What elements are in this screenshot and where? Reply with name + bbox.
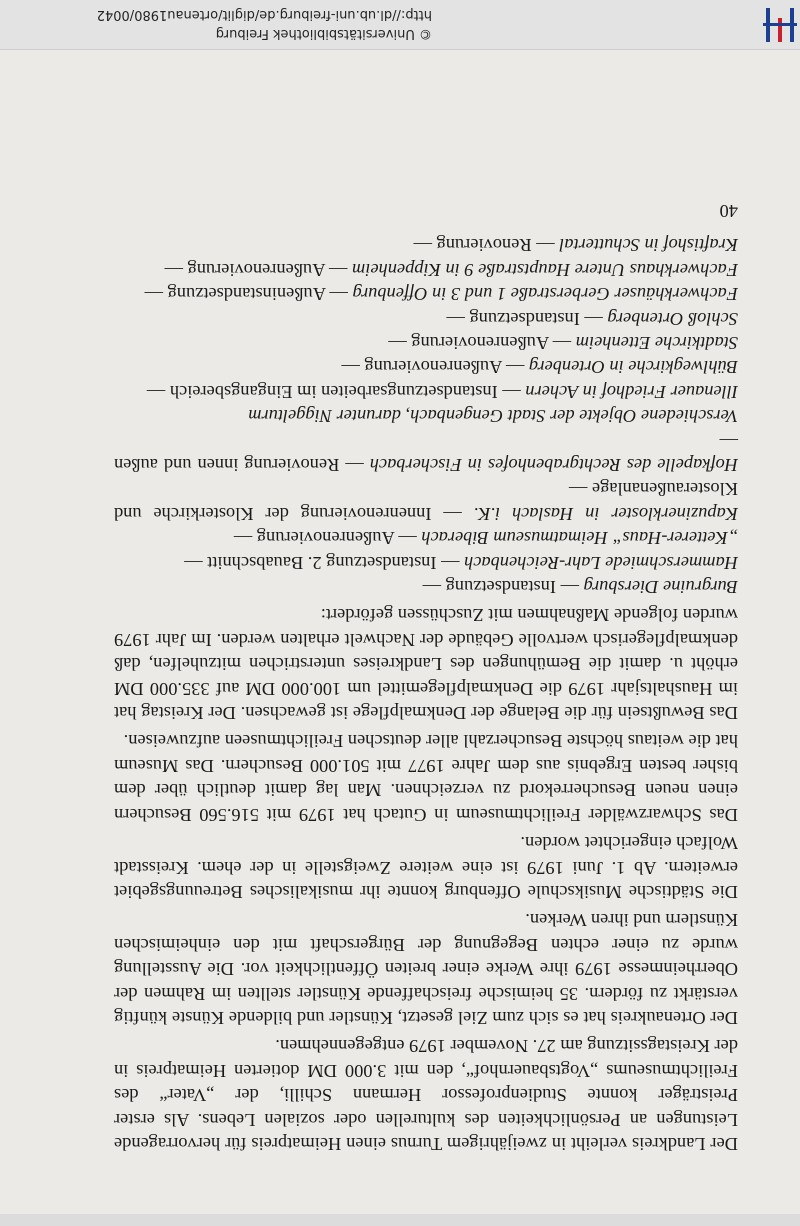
list-item: Stadtkirche Ettenheim — Außenrenovierung — [388,333,738,353]
list-item: Kraftishof in Schuttertal — Renovierung — [413,235,738,256]
list-item: Fachwerkhaus Untere Hauptstraße 9 in Kippenheim — Außenrenovierung — [164,259,738,280]
paragraph-musikschule: Die Städtische Musikschule Offenburg konnte ihr musikalisches Betreuungsgebiet erweitern. Ab 1. Juni 1979 ist eine weitere Zweigstelle in der ehem. Kreisstadt Wolfach eingerichtet worden. [114,833,738,902]
source-url[interactable]: http://dl.ub.uni-freiburg.de/diglit/ortenau1980/0042 [96,7,432,22]
document-page [114,199,738,1156]
list-item: Bühlwegkirche in Ortenberg — Außenrenovierung — [341,357,738,378]
list-item: „Ketterer-Haus“ Heimatmuseum Biberach — Außenrenovierung — [233,528,738,549]
credit-text [12,5,432,43]
credit-bar [0,0,800,50]
paragraph-kuenstler: Der Ortenaukreis hat es sich zum Ziel gesetzt, Künstler und bildende Künste künftig verstärkt zu fördern. 35 heimische freischaffende Künstler stellten im Rahmen der Oberrheinmesse 1979 ihre Werke einer breiten Öffentlichkeit vor. Die Ausstellung wurde zu einer echten Begegnung der Bürgerschaft mit den einheimischen Künstlern und ihren Werken. [114,910,738,1028]
list-item: Hammerschmiede Lahr-Reichenbach — Instandsetzung 2. Bauabschnitt — [184,552,738,573]
list-item: Verschiedene Objekte der Stadt Gengenbach, darunter Niggelturm [248,406,738,427]
copyright-text: © Universitätsbibliothek Freiburg [215,26,432,41]
measures-list [114,233,738,599]
list-item: Hofkapelle des Rechtgrabenhofes in Fischerbach — Renovierung innen und außen — [114,430,738,476]
paragraph-heimatpreis: Der Landkreis verleiht in zweijährigem Turnus einen Heimatpreis für hervorragende Leistungen an Persönlichkeiten des kulturellen oder sozialen Lebens. Als erster Preisträger konnte Studienprofessor Hermann Schilli, der „Vater“ des Freilichtmuseums „Vogtsbauernhof“, den mit 3.000 DM dotierten Heimatpreis in der Kreistagssitzung am 27. November 1979 entgegennehmen. [114,1036,738,1154]
list-item: Fachwerkhäuser Gerberstraße 1 und 3 in Offenburg — Außeninstandsetzung — [144,284,738,305]
page-number: 40 [719,200,738,221]
university-logo-icon [750,0,800,44]
paragraph-freilichtmuseum: Das Schwarzwälder Freilichtmuseum in Gutach hat 1979 mit 516.560 Besuchern einen neuen Besucherrekord zu verzeichnen. Man lag damit deutlich über dem bisher besten Ergebnis aus dem Jahre 1977 mit 501.000 Besuchern. Das Museum hat die weitaus höchste Besucherzahl aller deutschen Freilichtmuseen aufzuweisen. [114,731,738,825]
list-item: Burgruine Diersburg — Instandsetzung — [422,577,738,598]
list-item: Illenauer Friedhof in Achern — Instandsetzungsarbeiten im Eingangsbereich — [146,381,738,402]
top-edge-strip [0,1214,800,1226]
list-item: Schloß Ortenberg — Instandsetzung — [446,308,738,329]
paragraph-denkmalpflege: Das Bewußtsein für die Belange der Denkmalpflege ist gewachsen. Der Kreistag hat im Haushaltsjahr 1979 die Denkmalpflegemittel um 100.000 DM auf 335.000 DM erhöht u. damit die Bemühungen des Landkreises unterstrichen mitzuhelfen, daß denkmalpflegerisch wertvolle Gebäude der Nachwelt erhalten werden. Im Jahr 1979 wurden folgende Maßnahmen mit Zuschüssen gefördert: [114,605,738,724]
list-item: Kapuzinerkloster in Haslach i.K. — Innenrenovierung der Klosterkirche und Klosteraußenanlage — [114,479,738,524]
